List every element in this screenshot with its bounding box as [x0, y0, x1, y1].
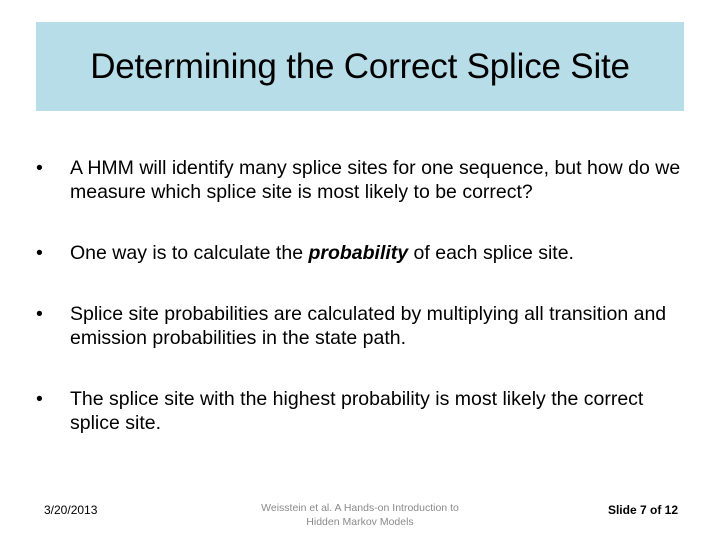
bullet-item [36, 302, 686, 350]
footer-citation-line2: Hidden Markov Models [306, 516, 414, 528]
bullet-text-before: One way is to calculate the [70, 242, 309, 264]
bullet-dot-icon: • [36, 388, 43, 410]
bullet-item [36, 156, 686, 204]
bullet-text: Splice site probabilities are calculated by multiplying all transition and emission probabilities in the state path. [70, 303, 667, 349]
bullet-dot-icon: • [36, 303, 43, 325]
bullet-text: The splice site with the highest probability is most likely the correct splice site. [70, 388, 644, 434]
slide-title: Determining the Correct Splice Site [90, 46, 630, 86]
footer-citation-line1: Weisstein et al. A Hands-on Introduction to [261, 502, 459, 514]
slide-number-text: Slide 7 of 12 [607, 503, 678, 517]
bullet-dot-icon: • [36, 242, 43, 264]
bullet-text: A HMM will identify many splice sites for one sequence, but how do we measure which splice site is most likely to be correct? [70, 157, 681, 203]
footer-date: 3/20/2013 [44, 503, 98, 517]
title-banner [36, 22, 684, 111]
slide-number [580, 503, 678, 517]
bullet-emphasis: probability [308, 242, 409, 264]
bullet-item [36, 241, 686, 265]
bullet-dot-icon: • [36, 157, 43, 179]
bullet-list [36, 156, 686, 435]
bullet-text-after: of each splice site. [408, 242, 574, 264]
footer-citation [240, 501, 480, 529]
bullet-item [36, 387, 686, 435]
